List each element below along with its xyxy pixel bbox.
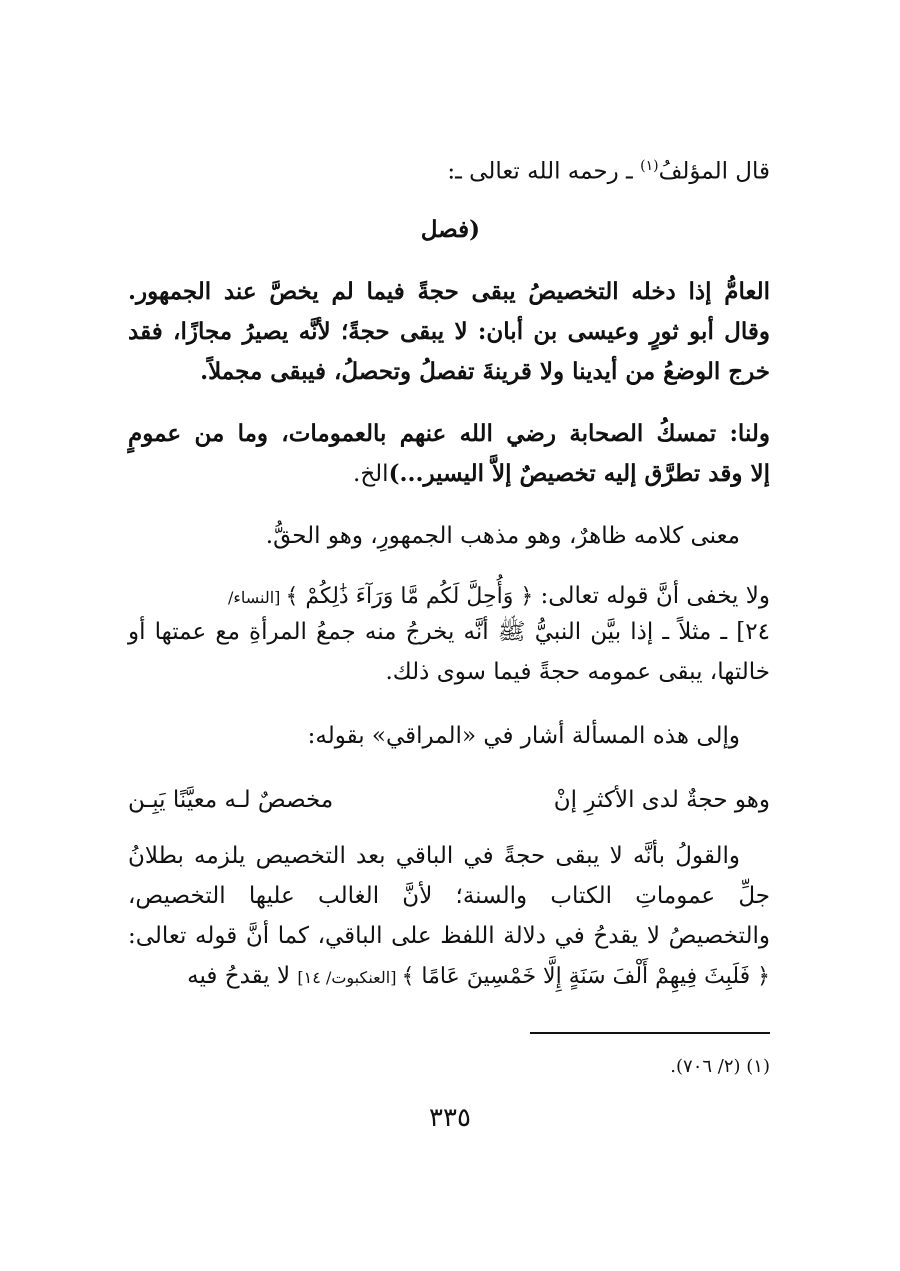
verse-reference: [العنكبوت/ ١٤] [297,968,402,987]
poem-second-hemistich: مخصصٌ لـه معيَّنًا يَبِـن [128,787,334,813]
quran-verse: ﴿ وَأُحِلَّ لَكُم مَّا وَرَآءَ ذَٰلِكُمْ ﴾ [285,584,534,609]
page-number: ٣٣٥ [429,1103,471,1133]
author-heading [128,146,770,192]
matn-line-5 [128,454,770,494]
heading-text: قال المؤلفُ [658,158,770,185]
commentary-text: ولا يخفى أنَّ قوله تعالى: [533,583,770,609]
commentary-paragraph-4-line-4 [128,956,770,998]
matn-line-5-rest: الخ. [353,461,389,487]
matn-line-4: ولنا: تمسكُ الصحابة رضي الله عنهم بالعمومات، وما من عمومٍ [128,420,770,447]
commentary-paragraph-3: وإلى هذه المسألة أشار في «المراقي» بقوله: [307,723,740,749]
matn-line-1: العامُّ إذا دخله التخصيصُ يبقى حجةً فيما لم يخصَّ عند الجمهور. [128,278,770,305]
commentary-text: لا يقدحُ فيه [187,963,298,989]
matn-line-5-bold: إلا وقد تطرَّق إليه تخصيصٌ إلاَّ اليسير...) [388,460,770,487]
matn-line-3: خرج الوضعُ من أيدينا ولا قرينةَ تفصلُ وتحصلُ، فيبقى مجملاً. [200,358,770,385]
commentary-paragraph-2-line-3: خالتها، يبقى عمومه حجةً فيما سوى ذلك. [385,659,770,685]
quran-verse: ﴿ فَلَبِثَ فِيهِمْ أَلْفَ سَنَةٍ إِلَّا خَمْسِينَ عَامًا ﴾ [401,964,770,989]
poem-first-hemistich: وهو حجةٌ لدى الأكثرِ إنْ [553,787,770,813]
footnote: (١) (٢/ ٧٠٦). [670,1056,770,1077]
section-title: (فصل [420,216,480,243]
commentary-paragraph-1: معنى كلامه ظاهرٌ، وهو مذهب الجمهورِ، وهو الحقُّ. [265,523,740,549]
commentary-paragraph-4-line-3: والتخصيصُ لا يقدحُ في دلالة اللفظ على الباقي، كما أنَّ قوله تعالى: [128,923,770,949]
commentary-paragraph-4-line-2: جلِّ عموماتِ الكتاب والسنة؛ لأنَّ الغالب عليها التخصيص، [128,883,770,909]
heading-supplication: ـ رحمه الله تعالى ـ: [447,158,641,185]
commentary-paragraph-4-line-1: والقولُ بأنَّه لا يبقى حجةً في الباقي بعد التخصيص يلزمه بطلانُ [128,843,740,869]
footnote-divider [530,1032,770,1034]
matn-line-2: وقال أبو ثورٍ وعيسى بن أبان: لا يبقى حجةً؛ لأنَّه يصيرُ مجازًا، فقد [128,318,770,345]
footnote-reference: (١) [640,158,659,174]
verse-reference: [النساء/ [227,588,286,607]
commentary-paragraph-2-line-2: ٢٤] ـ مثلاً ـ إذا بيَّن النبيُّ ﷺ أنَّه يخرجُ منه جمعُ المرأةِ مع عمتها أو [128,619,770,645]
